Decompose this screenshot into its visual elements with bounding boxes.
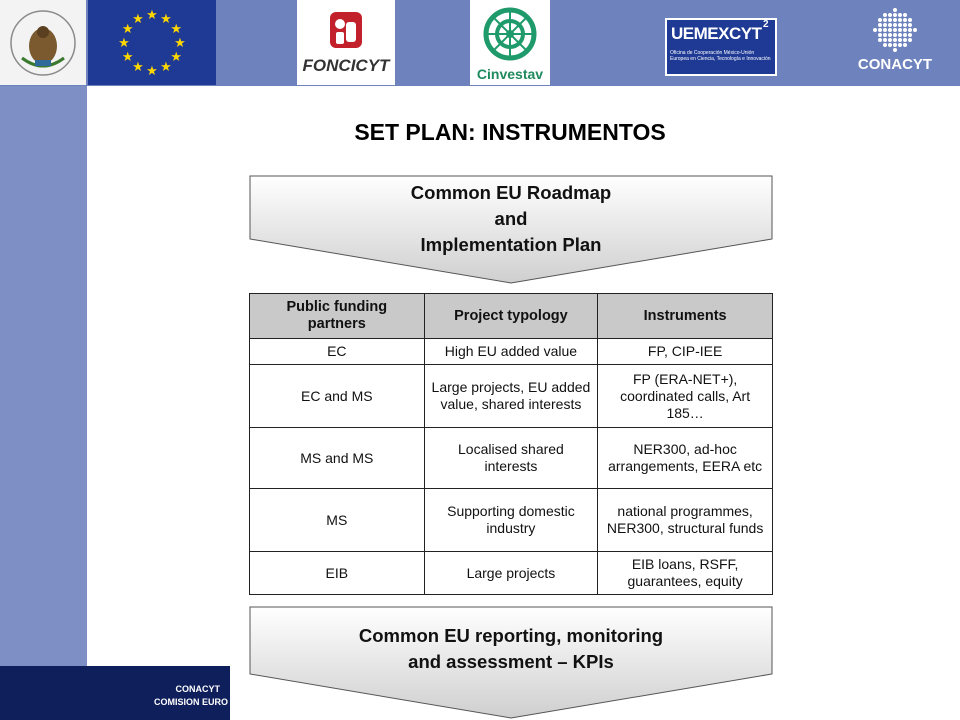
reporting-arrow [249, 606, 773, 720]
eu-star-icon: ★ [146, 63, 158, 78]
conacyt-dot [908, 18, 912, 22]
table-row [250, 552, 773, 595]
eu-star-icon: ★ [121, 49, 134, 64]
conacyt-dot [888, 38, 892, 42]
table-cell: EIB loans, RSFF, guarantees, equity [598, 552, 773, 595]
uemexcyt-logo [665, 18, 777, 76]
conacyt-dot [888, 28, 892, 32]
conacyt-dot [888, 23, 892, 27]
conacyt-dot [878, 38, 882, 42]
uemexcyt-subtitle: Oficina de Cooperación México-Unión Europea en Ciencia, Tecnología e Innovación [670, 50, 771, 62]
conacyt-dot [908, 28, 912, 32]
table-cell: NER300, ad-hoc arrangements, EERA etc [598, 428, 773, 489]
eu-star-icon: ★ [121, 21, 134, 36]
eu-star-icon: ★ [132, 59, 144, 75]
conacyt-dot [898, 23, 902, 27]
table-cell: national programmes, NER300, structural funds [598, 489, 773, 552]
col-header-instruments: Instruments [598, 294, 773, 339]
conacyt-dot [898, 38, 902, 42]
conacyt-dot [898, 18, 902, 22]
conacyt-dot [903, 28, 907, 32]
col-header-typology: Project typology [424, 294, 598, 339]
conacyt-dot [893, 28, 897, 32]
conacyt-dot [893, 23, 897, 27]
eu-star-icon: ★ [170, 49, 183, 64]
conacyt-dot [893, 8, 897, 12]
eu-star-icon: ★ [160, 10, 172, 26]
conacyt-dot [908, 23, 912, 27]
table-cell: High EU added value [424, 339, 598, 365]
conacyt-dot [883, 13, 887, 17]
table-row [250, 365, 773, 428]
roadmap-line-3: Implementation Plan [420, 234, 602, 255]
conacyt-dot [903, 18, 907, 22]
conacyt-dot [903, 38, 907, 42]
eu-star-icon: ★ [170, 21, 183, 36]
uemexcyt-label: UEMEXCYT [671, 24, 762, 43]
conacyt-dot [883, 33, 887, 37]
eu-stars-icon [88, 0, 216, 85]
conacyt-dot [908, 38, 912, 42]
conacyt-dot [878, 18, 882, 22]
table-cell: Localised shared interests [424, 428, 598, 489]
conacyt-dot [888, 18, 892, 22]
roadmap-line-2: and [494, 208, 528, 229]
reporting-line-2: and assessment – KPIs [408, 651, 614, 672]
conacyt-dot [903, 33, 907, 37]
table-cell: FP (ERA-NET+), coordinated calls, Art 185… [598, 365, 773, 428]
conacyt-dot [893, 13, 897, 17]
footer-band [0, 666, 230, 720]
conacyt-dot [898, 43, 902, 47]
conacyt-dot [893, 18, 897, 22]
table-row [250, 489, 773, 552]
table-cell: Large projects [424, 552, 598, 595]
conacyt-dot [903, 43, 907, 47]
conacyt-label: CONACYT [857, 56, 933, 73]
conacyt-dot [893, 48, 897, 52]
conacyt-dot [883, 38, 887, 42]
table-row [250, 339, 773, 365]
left-sidebar [0, 86, 87, 666]
conacyt-dot [908, 33, 912, 37]
table-row [250, 428, 773, 489]
foncicyt-logo [297, 0, 395, 85]
cinvestav-label: Cinvestav [476, 66, 544, 82]
mexico-logo [0, 0, 86, 85]
mexico-coat-of-arms-icon [0, 0, 86, 85]
eu-star-icon: ★ [174, 35, 186, 50]
instruments-table [249, 293, 773, 595]
table-cell: MS and MS [250, 428, 425, 489]
conacyt-dot [903, 23, 907, 27]
conacyt-dot [888, 13, 892, 17]
conacyt-dot [878, 28, 882, 32]
conacyt-dot [893, 33, 897, 37]
footer-line-2: COMISION EURO [153, 697, 228, 707]
conacyt-dot [893, 38, 897, 42]
table-cell: EC [250, 339, 425, 365]
conacyt-dot [893, 43, 897, 47]
eu-flag-logo [88, 0, 216, 85]
table-header-row [250, 294, 773, 339]
table-cell: FP, CIP-IEE [598, 339, 773, 365]
conacyt-dot [888, 43, 892, 47]
col-header-partners: Public funding partners [250, 294, 425, 339]
roadmap-arrow [249, 175, 773, 285]
footer-line-1: CONACYT [175, 684, 220, 694]
table-cell: Supporting domestic industry [424, 489, 598, 552]
conacyt-dot [873, 28, 877, 32]
eu-star-icon: ★ [118, 35, 130, 50]
table-cell: EC and MS [250, 365, 425, 428]
conacyt-dot [898, 33, 902, 37]
table-cell: EIB [250, 552, 425, 595]
conacyt-dot [903, 13, 907, 17]
conacyt-dot [878, 33, 882, 37]
eu-star-icon: ★ [132, 10, 144, 26]
reporting-line-1: Common EU reporting, monitoring [358, 625, 664, 646]
conacyt-dot [883, 23, 887, 27]
conacyt-dot [898, 28, 902, 32]
conacyt-dot [883, 18, 887, 22]
cinvestav-logo [470, 0, 550, 85]
conacyt-logo [840, 0, 950, 85]
conacyt-dot [913, 28, 917, 32]
roadmap-line-1: Common EU Roadmap [410, 182, 612, 203]
eu-star-icon: ★ [160, 59, 172, 75]
table-cell: MS [250, 489, 425, 552]
conacyt-dot [883, 28, 887, 32]
conacyt-dot [883, 43, 887, 47]
uemexcyt-superscript: 2 [763, 19, 769, 30]
eu-star-icon: ★ [146, 7, 158, 22]
conacyt-dot [878, 23, 882, 27]
conacyt-dot [898, 13, 902, 17]
conacyt-dot [888, 33, 892, 37]
foncicyt-label: FONCICYT [302, 56, 390, 75]
table-cell: Large projects, EU added value, shared interests [424, 365, 598, 428]
header-banner [0, 0, 960, 86]
page-title: SET PLAN: INSTRUMENTOS [354, 119, 666, 145]
